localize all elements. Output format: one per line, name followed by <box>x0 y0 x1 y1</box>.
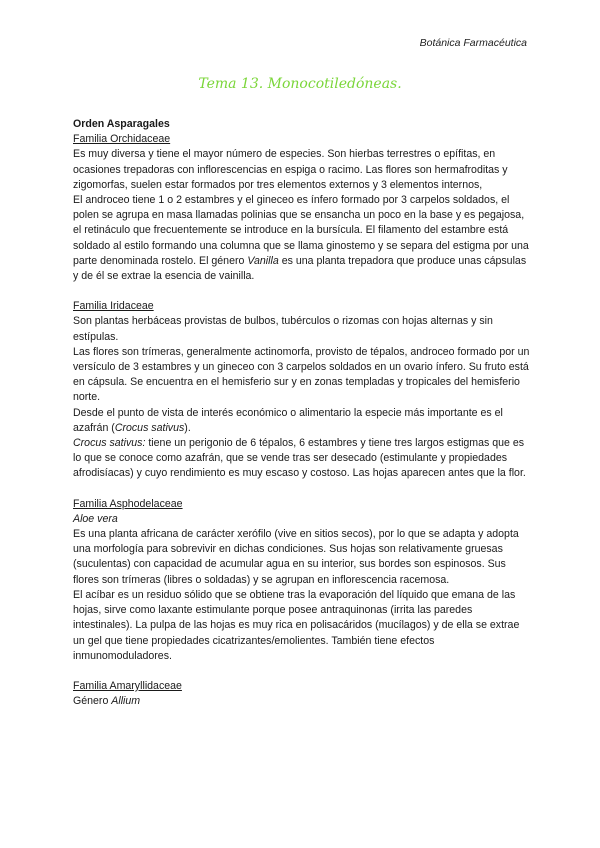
italic-term: Vanilla <box>247 254 279 267</box>
paragraph: Son plantas herbáceas provistas de bulbos, tubérculos o rizomas con hojas alternas y sin estípulas. <box>73 315 493 343</box>
page-title: Tema 13. Monocotiledóneas. <box>198 76 402 92</box>
paragraph: Las flores son trímeras, generalmente actinomorfa, provisto de tépalos, androceo formado por un versículo de 3 estambres y un gineceo con 3 carpelos soldados en un ovario ínfero. Su fruto está en cápsula. Se encuentra en el hemisferio sur y en zonas templadas y tropicales del hemisferio norte. <box>73 345 530 404</box>
paragraph <box>73 436 533 482</box>
text-run: El androceo tiene 1 o 2 estambres y el gineceo es ínfero formado por 3 carpelos soldados, el polen se agrupa en masa llamadas polinias que se ensancha un poco en la base y es pegajosa, el retináculo que frecuentemente se introduce en la bursícula. El filamento del estambre está soldado al estilo formando una columna que se llama ginostemo y se separa del estigma por una parte denominada rostelo. El género <box>73 194 529 267</box>
text-run: tiene un perigonio de 6 tépalos, 6 estambres y tiene tres largos estigmas que es lo que se conoce como azafrán, que se vende tras ser desecado (estimulante y propiedades afrodisíacas) y cuyo rendimiento es muy escaso y costoso. Las hojas aparecen antes que la flor. <box>73 437 526 480</box>
italic-term: Crocus sativus <box>114 421 185 434</box>
italic-term: Allium <box>111 695 141 708</box>
paragraph: Es una planta africana de carácter xerófilo (vive en sitios secos), por lo que se adapta y adopta una morfología para sobrevivir en dichas condiciones. Sus hojas son relativamente gruesas (suculentas) con capacidad de acumular agua en su interior, sus bordes son espinosos. Sus flores son trímeras (libres o soldadas) y se agrupan en inflorescencia racemosa. <box>73 528 519 586</box>
text-run: ). <box>184 421 191 434</box>
text-run: es una planta trepadora que produce unas cápsulas y de él se extrae la esencia de vainilla. <box>73 254 527 283</box>
section-gap <box>73 664 533 679</box>
paragraph: El acíbar es un residuo sólido que se obtiene tras la evaporación del líquido que emana de las hojas, sirve como laxante estimulante porque posee antraquinonas (irrita las paredes intestinales). La pulpa de las hojas es muy rica en polisacáridos (mucílagos) y de ella se extrae un gel que tiene propiedades cicatrizantes/emolientes. También tiene efectos inmunomoduladores. <box>73 588 520 662</box>
running-header: Botánica Farmacéutica <box>419 37 527 49</box>
paragraph: Es muy diversa y tiene el mayor número de especies. Son hierbas terrestres o epífitas, en ocasiones trepadoras con inflorescencias en espiga o racimo. Las flores son hermafroditas y zigomorfas, suelen estar formados por tres elementos externos y 3 elementos internos, <box>73 148 508 191</box>
species-name <box>73 512 533 527</box>
order-heading: Orden Asparagales <box>73 118 170 130</box>
genus-line <box>73 694 533 709</box>
paragraph <box>73 406 533 436</box>
italic-term: Aloe vera <box>73 512 118 525</box>
italic-term: Crocus sativus: <box>73 437 146 450</box>
paragraph <box>73 193 533 284</box>
document-body <box>73 117 533 709</box>
family-heading-amaryllidaceae: Familia Amaryllidaceae <box>73 679 182 692</box>
family-heading-iridaceae: Familia Iridaceae <box>73 300 154 313</box>
section-gap <box>73 482 533 497</box>
family-heading-orchidaceae: Familia Orchidaceae <box>73 133 171 146</box>
family-heading-asphodelaceae: Familia Asphodelaceae <box>73 497 183 510</box>
section-gap <box>73 284 533 299</box>
text-run: Desde el punto de vista de interés económico o alimentario la especie más importante es el azafrán ( <box>73 406 503 434</box>
text-run: Género <box>73 695 112 708</box>
